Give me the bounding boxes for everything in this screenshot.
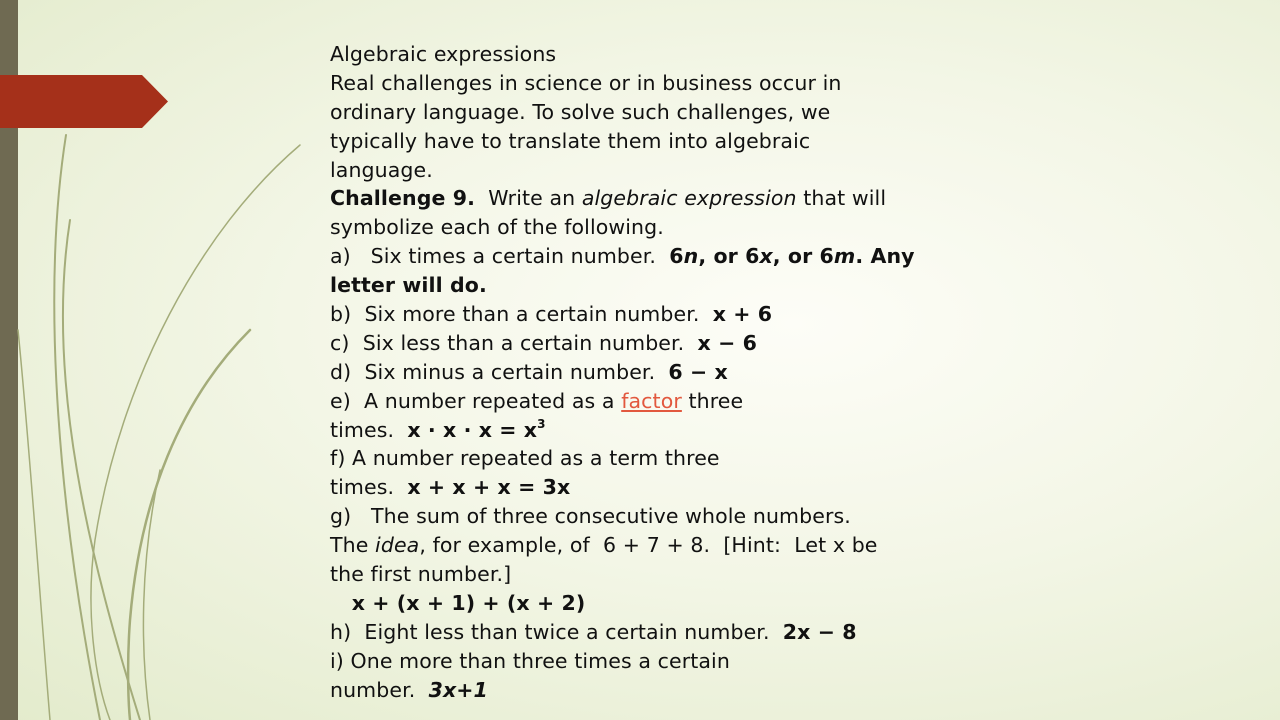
answer-h: 2x − 8 (782, 619, 857, 644)
item-text: e) A number repeated as a (330, 388, 622, 413)
challenge-text: that will (796, 186, 887, 211)
answer-exponent: 3 (537, 416, 546, 431)
slide-content (330, 40, 950, 704)
answer-part: . Any (855, 244, 915, 269)
answer-var: m (833, 244, 856, 269)
item-h (330, 618, 950, 647)
item-i-continued (330, 676, 950, 705)
item-text: a) Six times a certain number. (330, 244, 670, 269)
item-i: i) One more than three times a certain (330, 648, 730, 673)
challenge-line (330, 184, 950, 213)
answer-part: , or 6 (772, 244, 834, 269)
answer-d: 6 − x (668, 359, 728, 384)
item-text: The (330, 533, 376, 558)
challenge-line: symbolize each of the following. (330, 215, 664, 240)
intro-line: typically have to translate them into algebraic (330, 128, 811, 153)
answer-g: x + (x + 1) + (x + 2) (330, 590, 586, 615)
item-text: times. (330, 417, 408, 442)
answer-c: x − 6 (697, 330, 757, 355)
item-a (330, 242, 950, 271)
item-text: b) Six more than a certain number. (330, 302, 713, 327)
answer-a-continued: letter will do. (330, 273, 487, 298)
idea-word: idea (375, 533, 420, 558)
item-d (330, 358, 950, 387)
answer-i: 3x+1 (428, 677, 488, 702)
item-g-continued: the first number.] (330, 562, 512, 587)
challenge-label: Challenge 9. (330, 186, 475, 211)
item-f: f) A number repeated as a term three (330, 446, 720, 471)
answer-part: , or 6 (698, 244, 760, 269)
item-text: d) Six minus a certain number. (330, 359, 669, 384)
challenge-text: Write an (475, 186, 582, 211)
item-e-continued (330, 416, 950, 445)
item-text: h) Eight less than twice a certain number. (330, 619, 783, 644)
item-text: number. (330, 677, 429, 702)
answer-e (407, 418, 545, 442)
item-g: g) The sum of three consecutive whole numbers. (330, 504, 851, 529)
item-text: times. (330, 475, 408, 500)
answer-part: 6 (669, 244, 684, 269)
accent-arrow-tab (0, 75, 168, 128)
slide-title: Algebraic expressions (330, 42, 557, 66)
factor-link[interactable]: factor (621, 388, 682, 413)
item-e (330, 387, 950, 416)
answer-b: x + 6 (712, 302, 773, 327)
item-text: c) Six less than a certain number. (330, 330, 698, 355)
item-f-continued (330, 473, 950, 502)
intro-line: language. (330, 157, 433, 182)
item-text: , for example, of 6 + 7 + 8. [Hint: Let x be (419, 533, 878, 558)
intro-line: Real challenges in science or in business occur in (330, 70, 842, 95)
intro-line: ordinary language. To solve such challenges, we (330, 99, 831, 124)
item-b (330, 300, 950, 329)
answer-part: x · x · x = x (407, 417, 538, 442)
item-c (330, 329, 950, 358)
answer-var: x (759, 244, 773, 269)
answer-var: n (683, 244, 699, 269)
answer-f: x + x + x = 3x (407, 475, 571, 500)
item-text: three (681, 388, 744, 413)
challenge-term: algebraic expression (581, 186, 797, 211)
answer-a (669, 244, 914, 268)
item-g-continued (330, 531, 950, 560)
